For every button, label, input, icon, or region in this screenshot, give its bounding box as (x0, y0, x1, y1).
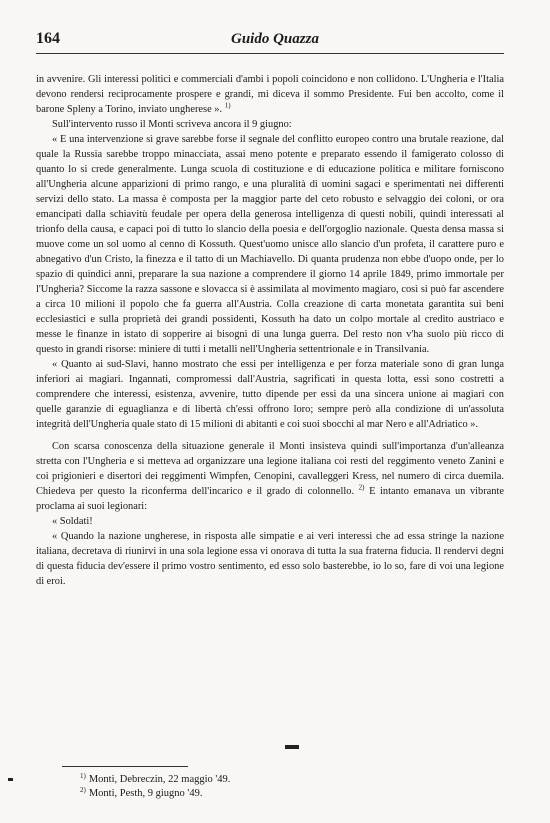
footnote-2-mark: 2) (80, 785, 86, 794)
paragraph-3-text: Con scarsa conoscenza della situazione generale il Monti insisteva quindi sull'importanza d'un'alleanza stretta con l'Ungheria e si metteva ad organizzare una legione italiana coi resti del reggimento veneto Zanini e coi prigionieri e disertori dei reggimenti Wimpfen, Cenopini, cavalleggeri Kress, nel numero di circa duemila. Chiedeva per questo la riconferma dell'incarico e il grado di colonnello. (36, 441, 504, 497)
note-reference-1: 1) (224, 101, 231, 110)
main-text (36, 72, 504, 589)
footnote-1-mark: 1) (80, 771, 86, 780)
page-number: 164 (36, 30, 60, 47)
paragraph-2: Sull'intervento russo il Monti scriveva ancora il 9 giugno: (52, 119, 292, 130)
paragraph-3-tail: E intanto emanava un vibrante proclama ai suoi legionari: (36, 486, 504, 512)
note-reference-2: 2) (358, 483, 365, 492)
footnote-2-text: Monti, Pesth, 9 giugno '49. (88, 788, 203, 799)
quoted-paragraph-1: « E una intervenzione sì grave sarebbe forse il segnale del conflitto europeo contro una brutale reazione, dal quale la Russia sarebbe troppo minacciata, assai meno potente e preparato essendo il famigerato colosso di quanto lo si crede generalmente. Lunga scuola di costituzione e di educazione politica e militare forniscono all'Ungheria alcune apparizioni di primo rango, e una pluralità di uomini sagaci e sperimentati nei differenti servizi dello stato. La massa è composta per la maggior parte del ceto robusto e selvaggio dei coloni, or ora emancipati dalla schiavitù feudale per opera della generosa intelligenza di questi nobili, quindi interessati al trionfo della causa, e capaci poi di tutto lo slancio della poesia e dell'orgoglio nazionale. Questa densa massa si muove come un sol uomo al cenno di Kossuth. Quest'uomo unisce allo slancio d'un profeta, il carattere puro e abnegativo d'un Cristo, la finezza e il tatto di un Machiavello. Di quanta prudenza non ebbe d'uopo onde, per lo spazio di quindici anni, preparare la sua nazione a comprendere il giorno 14 aprile 1849, primo immortale per l'Ungheria? Siccome la razza sassone e slovacca si è assimilata al movimento magiaro, così si può far ascendere a circa 10 milioni il popolo che fa guerra all'Austria. Colla creazione di carta monetata garantita sui beni ecclesiastici e sulla proprietà dei grandi possidenti, Kossuth ha dato un colpo mortale al credito austriaco e messe le finanze in istato di sopperire ai bisogni di una lunga guerra. Del resto non v'ha suolo più ricco di questo in grandi risorse: miniere di tutti i metalli nell'Ungheria settentrionale e in Transilvania. (36, 134, 504, 355)
paragraph-1-text: in avvenire. Gli interessi politici e commerciali d'ambi i popoli coincidono e non collidono. L'Ungheria e l'Italia devono rendersi reciprocamente prospere e grandi, mi diceva il sommo Presidente. Fui ben accolto, come il barone Spleny a Torino, inviato ungherese ». (36, 74, 504, 115)
footnotes (80, 773, 230, 801)
paragraph-1 (36, 72, 504, 117)
footnote-2 (80, 787, 230, 801)
footnote-1 (80, 773, 230, 787)
quoted-paragraph-2: « Quanto ai sud-Slavi, hanno mostrato che essi per intelligenza e per forza materiale sono di gran lunga inferiori ai magiari. Ingannati, compromessi dall'Austria, sagrificati in questa lotta, essi sono costretti a comprendere che interessi, esistenza, avvenire, tutto dipende per essi da una sincera unione ai magiari con quelle garanzie di eguaglianza e di libertà ch'essi offrono loro; sempre però alla condizione di un'assoluta integrità dell'Ungheria quale stato di 15 milioni di abitanti e coi suoi sbocchi al mar Nero e all'Adriatico ». (36, 359, 504, 430)
footnote-1-text: Monti, Debreczin, 22 maggio '49. (88, 774, 231, 785)
footnote-divider (62, 766, 188, 767)
scan-blot (285, 745, 299, 749)
page-header (36, 30, 504, 52)
paragraph-3 (36, 439, 504, 514)
proclamation-paragraph: « Quando la nazione ungherese, in risposta alle simpatie e ai veri interessi che ad essa stringe la nazione italiana, decretava di riunirvi in una sola legione essa vi onorava di tutta la sua fraterna fiducia. Il rendervi degni di questa fiducia dev'essere il primo vostro sentimento, ed esso solo basterebbe, io lo so, fare di voi una legione di eroi. (36, 531, 504, 587)
header-divider (36, 53, 504, 54)
proclamation-opening: « Soldati! (52, 516, 93, 527)
running-title: Guido Quazza (231, 31, 319, 47)
scan-speck (8, 778, 13, 781)
